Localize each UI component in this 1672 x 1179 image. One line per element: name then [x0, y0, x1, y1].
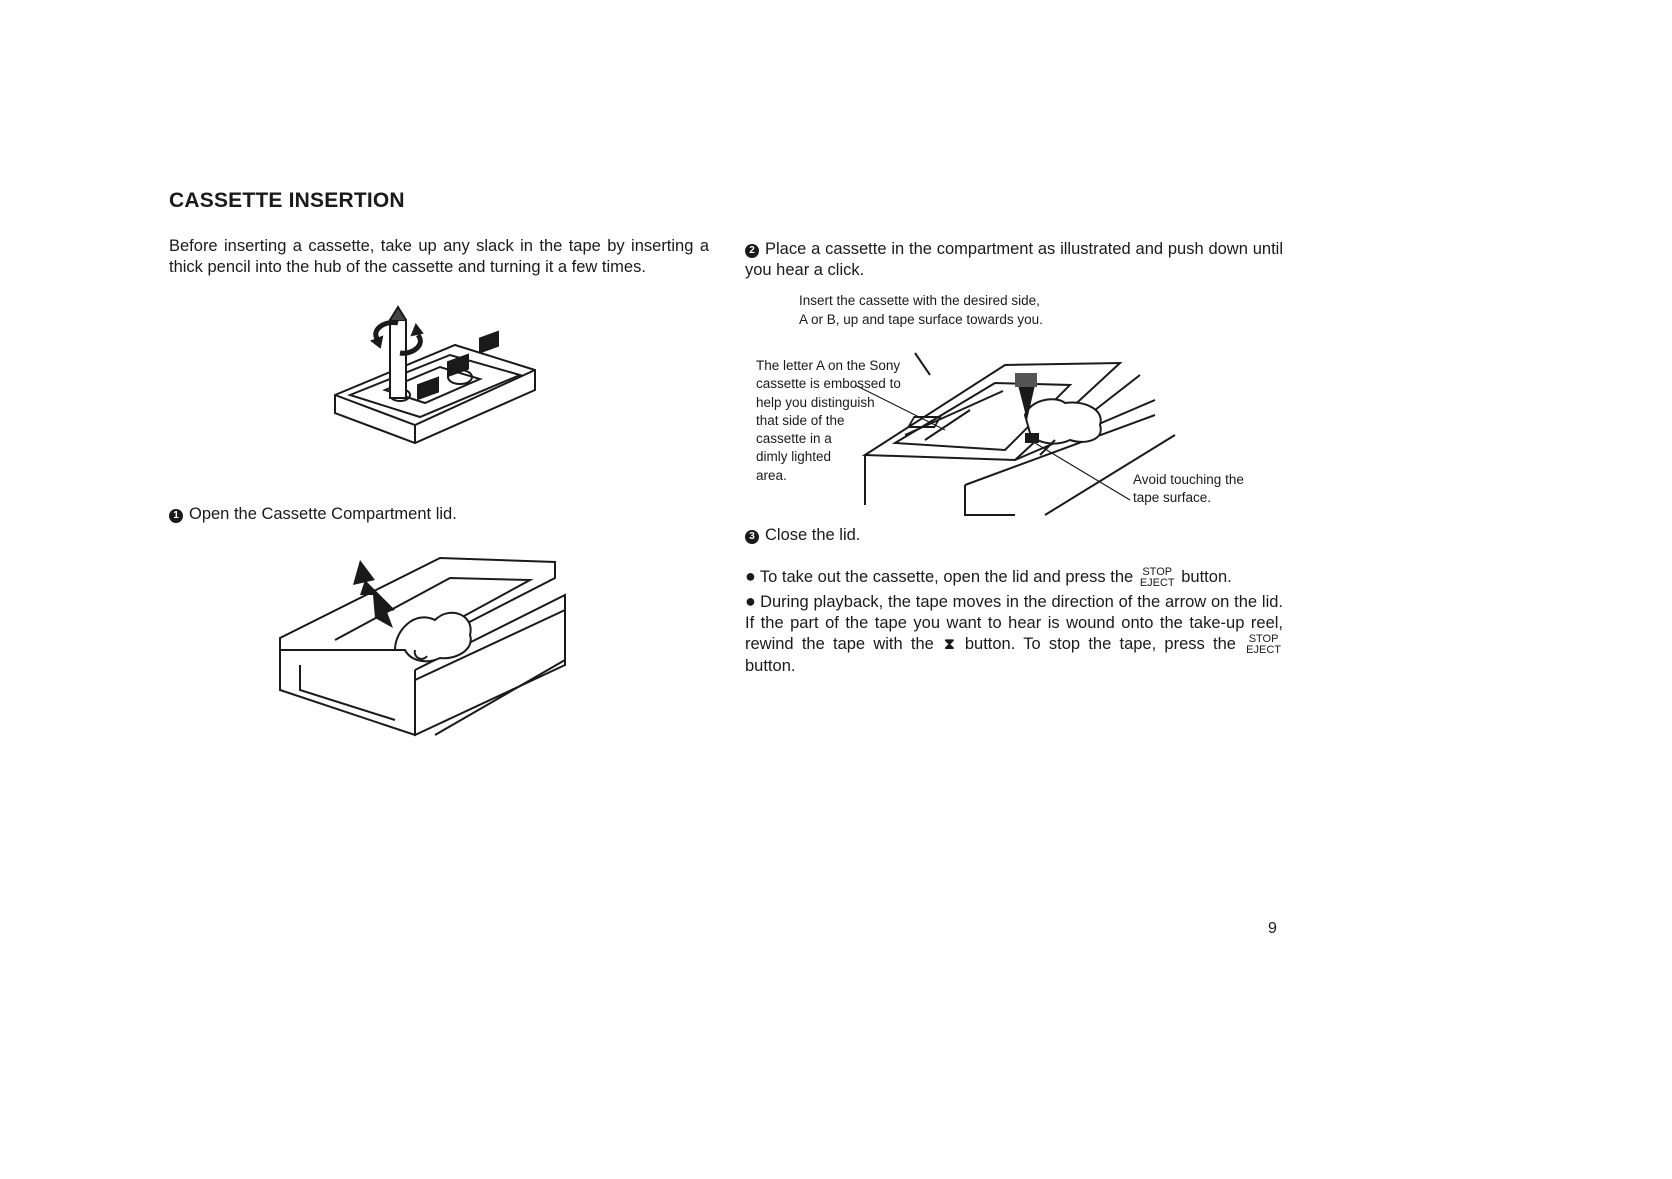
- bullet-2-part-2: button. To stop the tape, press the: [964, 635, 1236, 653]
- callout-a-line-4: that side of the: [756, 412, 845, 428]
- intro-paragraph: Before inserting a cassette, take up any slack in the tape by inserting a thick pencil into the hub of the cassette and turning it a few times.: [169, 237, 709, 276]
- notes-list: [745, 566, 1283, 677]
- bullet-1-before: To take out the cassette, open the lid and press the: [759, 568, 1134, 586]
- callout-a-line-1: The letter A on the Sony: [756, 358, 901, 373]
- callout-embossed-letter: [756, 357, 901, 485]
- callout-b-line-1: Avoid touching the: [1133, 472, 1244, 487]
- cassette-pencil-illustration: [330, 315, 540, 460]
- insert-note-line-1: Insert the cassette with the desired side,: [799, 293, 1040, 308]
- step-3-number: 3: [745, 530, 759, 544]
- callout-a-line-3: help you distinguish: [756, 394, 875, 410]
- callout-b-line-2: tape surface.: [1133, 490, 1212, 506]
- bullet-2-part-1: During playback, the tape moves in the direction of the arrow on the lid. If the part of the tape you want to hear is wound onto the take-up reel, rewind the tape with the: [745, 593, 1283, 653]
- insert-note-line-2: A or B, up and tape surface towards you.: [799, 312, 1043, 327]
- step-3-text: Close the lid.: [765, 526, 861, 544]
- step-1: [169, 505, 457, 524]
- bullet-2-part-3: button.: [745, 657, 796, 675]
- open-lid-illustration: [275, 550, 575, 740]
- rewind-icon: ⧗: [944, 636, 955, 653]
- step-2-text: Place a cassette in the compartment as illustrated and push down until you hear a click.: [745, 240, 1283, 279]
- bullet-1-after: button.: [1181, 568, 1232, 586]
- bullet-dot-icon: ●: [745, 566, 756, 586]
- callout-a-line-7: area.: [756, 467, 787, 483]
- callout-a-line-5: cassette in a: [756, 431, 832, 447]
- step-3: [745, 526, 860, 545]
- callout-a-line-6: dimly lighted: [756, 449, 832, 465]
- callout-a-line-2: cassette is embossed to: [756, 376, 901, 392]
- page-number: 9: [1268, 920, 1277, 937]
- page-title: CASSETTE INSERTION: [169, 189, 405, 212]
- bullet-dot-icon: ●: [745, 591, 757, 611]
- bullet-take-out: [745, 566, 1283, 589]
- step-2: [745, 239, 1283, 281]
- step-1-text: Open the Cassette Compartment lid.: [189, 505, 457, 523]
- step-2-number: 2: [745, 244, 759, 258]
- insert-note: [799, 291, 1043, 329]
- stop-eject-label: STOP EJECT: [1246, 633, 1281, 656]
- step-1-number: 1: [169, 509, 183, 523]
- bullet-playback: [745, 591, 1283, 677]
- stop-eject-label: STOP EJECT: [1139, 566, 1175, 589]
- callout-tape-surface: [1133, 471, 1244, 508]
